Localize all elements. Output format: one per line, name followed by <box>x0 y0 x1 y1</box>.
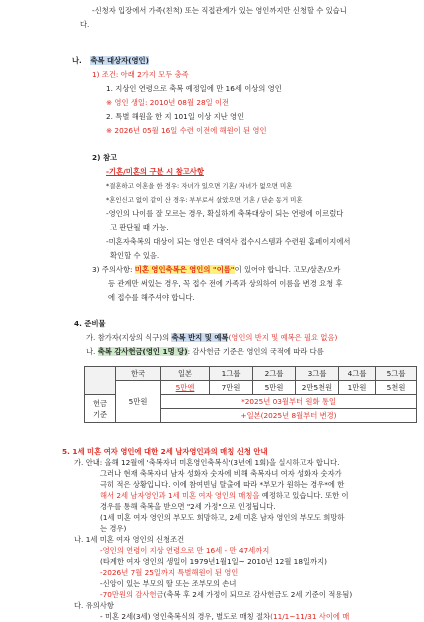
text-line <box>92 265 340 275</box>
highlight-text: 축복 반지 및 예복 <box>171 333 229 342</box>
text-line: 다. <box>80 20 90 29</box>
text-segment: 3) 주의사항: <box>92 265 135 274</box>
text-line: (타계한 여자 영인의 생일이 1979년1월1일~ 2010년 12월 18일까지) <box>100 557 327 566</box>
table-cell: 2만5천원 <box>296 381 339 395</box>
row-label: 기준 <box>92 409 108 419</box>
highlight-text: 미혼 영인축복은 영인의 "이름" <box>134 265 235 274</box>
text-line <box>86 333 337 343</box>
text-line: -2026년 7월 25일까지 특별해원이 된 영인 <box>100 568 239 577</box>
table-cell: 1그룹 <box>210 367 253 381</box>
text-line: 에 접수를 해주셔야 합니다. <box>108 293 195 302</box>
table-row <box>85 381 417 395</box>
table-cell: 5만원 <box>116 381 161 423</box>
table-cell: 1만원 <box>339 381 376 395</box>
table-cell: *2025년 03월부터 원화 통일 <box>161 395 417 409</box>
text-line: 등 관계만 써있는 경우, 꼭 접수 전에 가족과 상의하여 이름을 변경 요청 후 <box>108 279 343 288</box>
text-line: 그러나 현재 축복자녀 남자 성화자 숫자에 비해 축복자녀 여자 성화자 숫자가 <box>100 469 342 478</box>
text-line: *혼인신고 없이 같이 산 경우: 부부로서 살았으면 기혼 / 단순 동거 미혼 <box>106 196 303 204</box>
table-cell: 3그룹 <box>296 367 339 381</box>
text-line: -미혼자축복의 대상이 되는 영인은 대역사 접수시스템과 수련원 홈페이지에서 <box>106 237 351 246</box>
text-segment: 예정하고 있습니다. 또한 이 <box>259 491 349 500</box>
table-cell: 5그룹 <box>376 367 417 381</box>
text-segment: -70만원의 감사헌금 <box>100 590 164 599</box>
text-line <box>100 612 349 622</box>
section-title: 축복 대상자(영인) <box>90 56 149 65</box>
text-line: 고 판단될 때 가능. <box>110 223 169 232</box>
table-cell: 7만원 <box>210 381 253 395</box>
text-line: -영인의 연령이 지상 연령으로 만 16세 - 만 47세까지 <box>100 546 270 555</box>
text-line: -신앙이 있는 부모의 딸 또는 조부모의 손녀 <box>100 579 237 588</box>
table-row <box>85 367 417 381</box>
table-cell: 5만원 <box>253 381 296 395</box>
section-header-4: 4. 준비물 <box>74 319 106 328</box>
text-line: 는 경우) <box>100 524 127 533</box>
text-line: 2. 특별 해원을 한 지 101일 이상 지난 영인 <box>106 112 245 121</box>
text-segment: 나. <box>86 347 98 356</box>
section-header-5: 5. 1세 미혼 여자 영인에 대한 2세 남자영인과의 매칭 신청 안내 <box>62 447 268 456</box>
section-header-na <box>72 56 149 66</box>
section-number: 나. <box>72 56 82 65</box>
text-segment: (축복 후 2세 가정이 되므로 감사헌금도 2세 기준이 적용됨) <box>163 590 353 599</box>
table-cell: 2그룹 <box>253 367 296 381</box>
text-segment: : 감사헌금 기준은 영인의 국적에 따라 다름 <box>187 347 324 356</box>
text-line <box>86 347 324 357</box>
text-line: *결혼하고 이혼을 한 경우: 자녀가 있으면 기혼/ 자녀가 없으면 미혼 <box>106 182 293 190</box>
offering-table <box>84 366 417 423</box>
text-line: -기혼/미혼의 구분 시 참고사항 <box>106 167 204 176</box>
text-line: 극히 적은 상황입니다. 이에 참여빈님 탈출에 따라 *부모가 원하는 경우*에 한 <box>100 480 345 489</box>
table-cell <box>85 395 116 423</box>
text-segment: - 미혼 2세(3세) 영인축복식의 경우, 별도로 매칭 절차 <box>100 612 271 621</box>
subsection-header: 다. 유의사항 <box>74 601 114 610</box>
text-segment: 이 있어야 합니다. 고모/삼촌/오카 <box>234 265 341 274</box>
text-segment: 가. 참가자(지상의 식구)의 <box>86 333 172 342</box>
table-cell: +일본(2025년 8월부터 변경) <box>161 409 417 423</box>
text-segment: (영인의 반지 및 예복은 필요 없음) <box>228 333 338 342</box>
table-cell: 5천원 <box>376 381 417 395</box>
text-line: -영인의 나이를 잘 모르는 경우, 확실하게 축복대상이 되는 연령에 이르렀다 <box>106 209 344 218</box>
text-line <box>100 491 349 501</box>
text-line: (1세 미혼 여자 영인의 부모도 희망하고, 2세 미혼 남자 영인의 부모도 희망하 <box>100 513 345 522</box>
text-line: ※ 2026년 05월 16일 수련 이전에 해원이 된 영인 <box>106 126 267 135</box>
table-cell: 일본 <box>161 367 210 381</box>
text-line: 1. 지상인 연령으로 축복 예정일에 만 16세 이상의 영인 <box>106 84 282 93</box>
table-cell <box>85 367 116 395</box>
table-cell: 5만엔 <box>161 381 210 395</box>
text-segment: (11/1~11/31 사이에 매 <box>270 612 350 621</box>
table-cell: 한국 <box>116 367 161 381</box>
text-line: 경우를 통해 축복을 받으면 "2세 가정"으로 인정됩니다. <box>100 502 276 511</box>
text-line: 가. 안내: 올해 12월에 '축복자녀 미혼영인축복식'(3년에 1회)을 실시하고자 합니다. <box>74 458 340 467</box>
subsection-header: 나. 1세 미혼 여자 영인의 신청조건 <box>74 535 185 544</box>
table-cell: 4그룹 <box>339 367 376 381</box>
subsection-header: 2) 참고 <box>92 153 118 162</box>
text-line: 확인할 수 있음. <box>110 251 160 260</box>
text-line: ※ 영인 생일: 2010년 08월 28일 이전 <box>106 98 230 107</box>
text-line: 1) 조건: 아래 2가지 모두 충족 <box>92 70 189 79</box>
text-line: -신청자 입장에서 가족(친척) 또는 직접관계가 있는 영인까지만 신청할 수 있습니 <box>92 6 347 15</box>
highlight-text: 축복 감사헌금(영인 1명 당) <box>97 347 188 356</box>
row-label: 헌금 <box>92 398 108 408</box>
text-segment: 해서 2세 남자영인과 1세 미혼 여자 영인의 매칭을 <box>100 491 260 500</box>
